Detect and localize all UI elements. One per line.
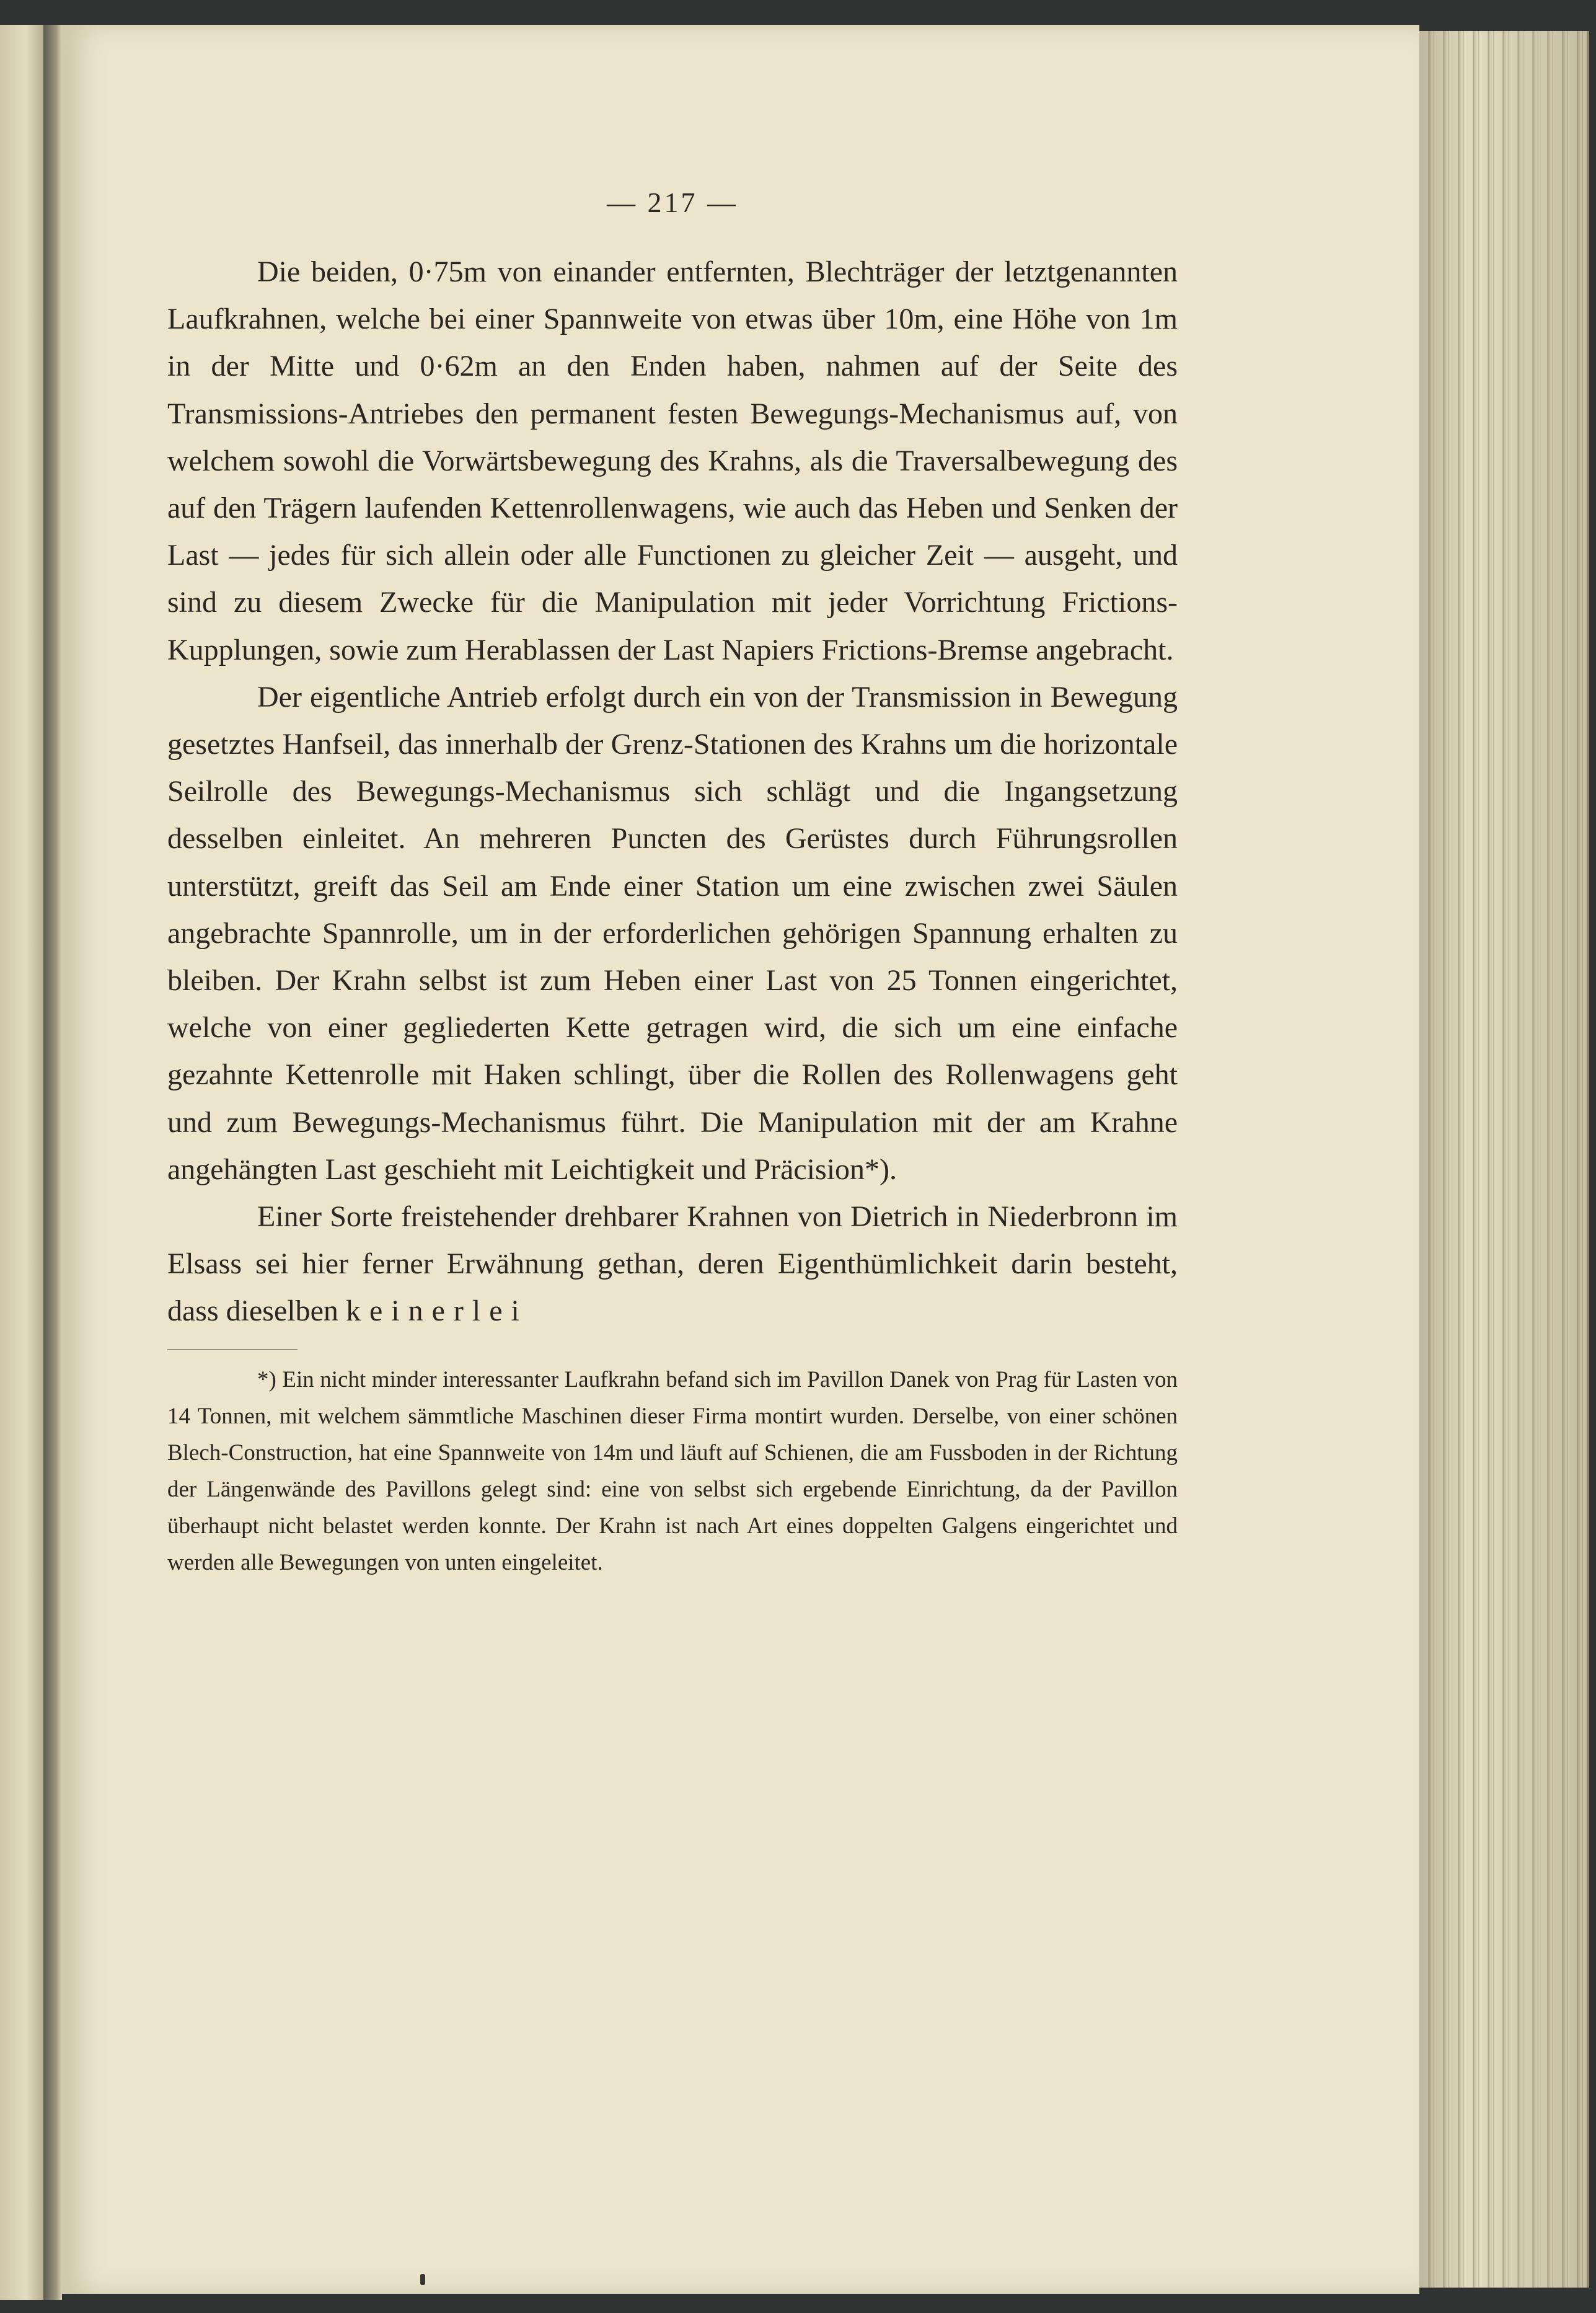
book-gutter	[43, 25, 62, 2300]
main-text	[167, 249, 1178, 1335]
paragraph-2: Der eigentliche Antrieb erfolgt durch ein von der Transmission in Bewegung gesetztes Hanfseil, das innerhalb der Grenz-Stationen des Krahns um die horizontale Seilrolle des Bewegungs-Mechanismus sich schlägt und die Ingangsetzung desselben einleitet. An mehreren Puncten des Gerüstes durch Führungsrollen unterstützt, greift das Seil am Ende einer Station um eine zwischen zwei Säulen angebrachte Spannrolle, um in der erforderlichen gehörigen Spannung erhalten zu bleiben. Der Krahn selbst ist zum Heben einer Last von 25 Tonnen eingerichtet, welche von einer gegliederten Kette getragen wird, die sich um eine einfache gezahnte Kettenrolle mit Haken schlingt, über die Rollen des Rollenwagens geht und zum Bewegungs-Mechanismus führt. Die Manipulation mit der am Krahne angehängten Last geschieht mit Leichtigkeit und Präcision*).	[167, 680, 1178, 1186]
scan-mark	[420, 2274, 425, 2285]
footnote-text: *) Ein nicht minder interessanter Laufkrahn befand sich im Pavillon Danek von Prag für Lasten von 14 Tonnen, mit welchem sämmtliche Maschinen dieser Firma montirt wurden. Derselbe, von einer schönen Blech-Construction, hat eine Spannweite von 14m und läuft auf Schienen, die am Fussboden in der Richtung der Längenwände des Pavillons gelegt sind: eine von selbst sich ergebende Einrichtung, da der Pavillon überhaupt nicht belastet werden konnte. Der Krahn ist nach Art eines doppelten Galgens eingerichtet und werden alle Bewegungen von unten eingeleitet.	[167, 1366, 1178, 1575]
footnote-rule	[167, 1349, 298, 1350]
page-stack-shade	[1419, 31, 1587, 2288]
left-page-edge	[0, 25, 43, 2300]
emphasis-word: keinerlei	[345, 1294, 528, 1328]
page-text	[167, 186, 1178, 1581]
paragraph-1: Die beiden, 0·75m von einander entfernten, Blechträger der letztgenannten Laufkrahnen, welche bei einer Spannweite von etwas über 10m, eine Höhe von 1m in der Mitte und 0·62m an den Enden haben, nahmen auf der Seite des Transmissions-Antriebes den permanent festen Bewegungs-Mechanismus auf, von welchem sowohl die Vorwärtsbewegung des Krahns, als die Traversalbewegung des auf den Trägern laufenden Kettenrollenwagens, wie auch das Heben und Senken der Last — jedes für sich allein oder alle Functionen zu gleicher Zeit — ausgeht, und sind zu diesem Zwecke für die Manipulation mit jeder Vorrichtung Frictions-Kupplungen, sowie zum Herablassen der Last Napiers Frictions-Bremse angebracht.	[167, 255, 1178, 666]
paragraph-3	[167, 1193, 1178, 1335]
page-number: — 217 —	[607, 187, 738, 218]
footnote	[167, 1361, 1178, 1581]
paragraph-3-text: Einer Sorte freistehender drehbarer Krahnen von Dietrich in Niederbronn im Elsass sei hier ferner Erwähnung gethan, deren Eigenthümlichkeit darin besteht, dass dieselben	[167, 1200, 1178, 1328]
